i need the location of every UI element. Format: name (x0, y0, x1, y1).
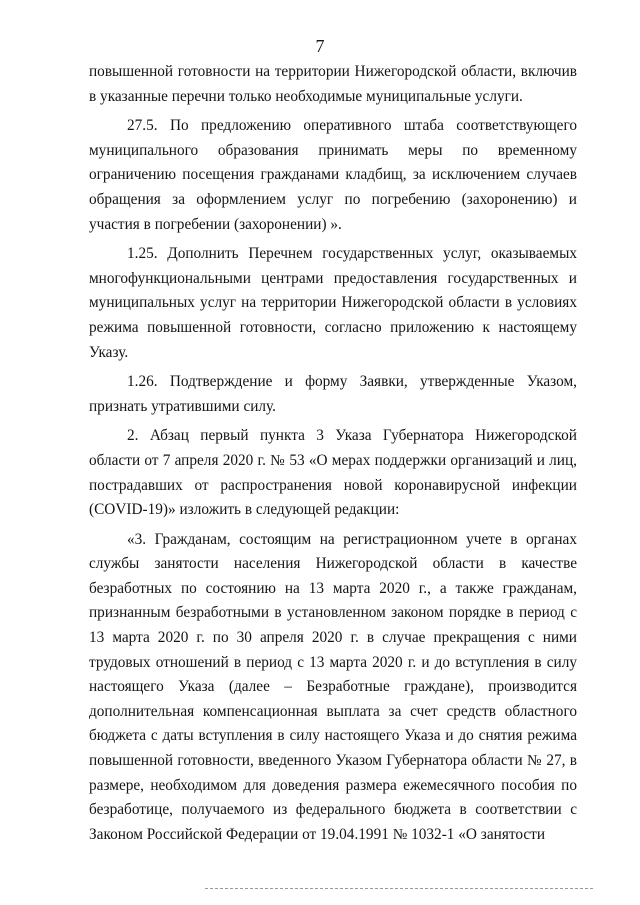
paragraph-quote-3: «3. Гражданам, состоящим на регистрационном учете в органах службы занятости населения Нижегородской области в качестве безработных по состоянию на 13 марта 2020 г., а также гражданам, признанным безработными в установленном законом порядке в период с 13 марта 2020 г. по 30 апреля 2020 г. в случае прекращения с ними трудовых отношений в период с 13 марта 2020 г. и до вступления в силу настоящего Указа (далее – Безработные граждане), производится дополнительная компенсационная выплата за счет средств областного бюджета с даты вступления в силу настоящего Указа и до снятия режима повышенной готовности, введенного Указом Губернатора области № 27, в размере, необходимом для доведения размера ежемесячного пособия по безработице, получаемого из федерального бюджета в соответствии с Законом Российской Федерации от 19.04.1991 № 1032-1 «О занятости (89, 530, 577, 843)
paragraph-1-25: 1.25. Дополнить Перечнем государственных услуг, оказываемых многофункциональными центрами предоставления государственных и муниципальных услуг на территории Нижегородской области в условиях режима повышенной готовности, согласно приложению к настоящему Указу. (89, 245, 577, 361)
paragraph-continuation: повышенной готовности на территории Нижегородской области, включив в указанные перечни только необходимые муниципальные услуги. (89, 63, 577, 105)
footer-divider (205, 888, 593, 889)
page-number: 7 (315, 36, 325, 56)
paragraph-2: 2. Абзац первый пункта 3 Указа Губернатора Нижегородской области от 7 апреля 2020 г. № 53 «О мерах поддержки организаций и лиц, пострадавших от распространения новой коронавирусной инфекции (COVID-19)» изложить в следующей редакции: (89, 427, 577, 519)
paragraph-27-5: 27.5. По предложению оперативного штаба соответствующего муниципального образования принимать меры по временному ограничению посещения гражданами кладбищ, за исключением случаев обращения за оформлением услуг по погребению (захоронению) и участия в погребении (захоронении) ». (89, 117, 577, 233)
paragraph-1-26: 1.26. Подтверждение и форму Заявки, утвержденные Указом, признать утратившими силу. (89, 373, 577, 415)
document-body (89, 60, 577, 847)
